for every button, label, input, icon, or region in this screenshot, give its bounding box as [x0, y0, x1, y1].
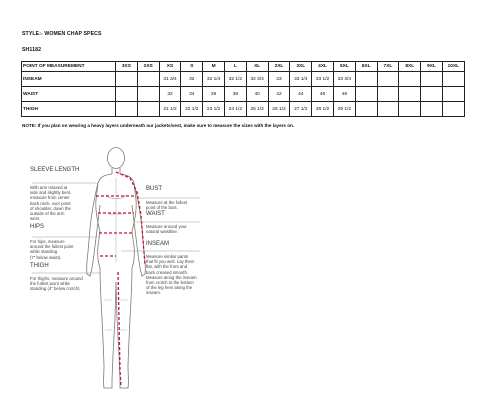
table-cell: 24 1/2 [224, 102, 246, 117]
table-cell: 33 1/2 [312, 72, 334, 87]
table-cell: 31 3/4 [159, 72, 181, 87]
hips-heading: HIPS [30, 224, 45, 230]
column-header: 3XS [116, 62, 138, 72]
waist-instructions: Measure around your natural waistline. [146, 224, 187, 235]
table-cell: 28 1/2 [312, 102, 334, 117]
column-header: 5XL [333, 62, 355, 72]
column-header: 4XL [312, 62, 334, 72]
table-cell: 22 1/2 [181, 102, 203, 117]
table-cell: 23 1/2 [203, 102, 225, 117]
column-header: 8XL [399, 62, 421, 72]
table-cell: 25 1/2 [246, 102, 268, 117]
column-header: 2XS [137, 62, 159, 72]
table-cell: 29 1/2 [333, 102, 355, 117]
layering-note: NOTE: If you plan on wearing a heavy layers underneath our jackets/vest, make sure to measure the sizes with the layers on. [22, 123, 295, 128]
sleeve-length-heading: SLEEVE LENGTH [30, 167, 80, 173]
column-header: XL [246, 62, 268, 72]
hips-instructions: For hips, measure around the fullest point while standing (7" below waist). [30, 239, 74, 260]
table-cell: 32 1/4 [203, 72, 225, 87]
table-cell: 40 [246, 87, 268, 102]
column-header: XS [159, 62, 181, 72]
column-header: 2XL [268, 62, 290, 72]
body-outline [87, 148, 146, 389]
table-cell: 21 1/2 [159, 102, 181, 117]
table-cell: 32 [159, 87, 181, 102]
column-header: 9XL [421, 62, 443, 72]
bust-heading: BUST [146, 186, 163, 192]
row-label: THIGH [22, 102, 116, 117]
column-header: 7XL [377, 62, 399, 72]
style-code: SH1182 [22, 47, 42, 53]
table-cell: 46 [312, 87, 334, 102]
style-title: STYLE:- WOMEN CHAP SPECS [22, 31, 102, 37]
column-header: 3XL [290, 62, 312, 72]
inseam-line [118, 272, 121, 386]
column-header: M [203, 62, 225, 72]
thigh-instructions: For thighs, measure around the fullest point while standing (4" below crotch) [30, 276, 83, 292]
table-cell: 34 [181, 87, 203, 102]
table-cell: 26 1/2 [268, 102, 290, 117]
thigh-heading: THIGH [30, 263, 49, 269]
column-header: 6XL [355, 62, 377, 72]
column-header: S [181, 62, 203, 72]
column-header: POINT OF MEASUREMENT [22, 62, 116, 72]
table-cell: 44 [290, 87, 312, 102]
waist-heading: WAIST [146, 211, 165, 217]
table-cell: 36 [203, 87, 225, 102]
table-cell: 48 [333, 87, 355, 102]
inseam-instructions: Measure similar pants that fit you well. Lay them flat, with the front and back creased smooth. Measure along the inseam from crotch to the bottom of the leg hem along the inseam. [146, 254, 197, 296]
inseam-heading: INSEAM [146, 241, 170, 247]
table-cell: 33 [268, 72, 290, 87]
table-cell: 32 3/4 [246, 72, 268, 87]
row-label: INSEAM [22, 72, 116, 87]
bust-instructions: Measure at the fullest point of the bust. [146, 200, 188, 211]
sleeve-length-instructions: With arm relaxed at side and slightly bent, measure from center back neck, over point of shoulder, down the outside of the arm wrist. [30, 185, 72, 222]
row-label: WAIST [22, 87, 116, 102]
column-header: 10XL [442, 62, 464, 72]
table-cell: 42 [268, 87, 290, 102]
table-cell: 33 3/4 [333, 72, 355, 87]
table-cell: 33 1/4 [290, 72, 312, 87]
table-cell: 32 [181, 72, 203, 87]
column-header: L [224, 62, 246, 72]
table-cell: 38 [224, 87, 246, 102]
table-cell: 32 1/2 [224, 72, 246, 87]
table-cell: 27 1/2 [290, 102, 312, 117]
